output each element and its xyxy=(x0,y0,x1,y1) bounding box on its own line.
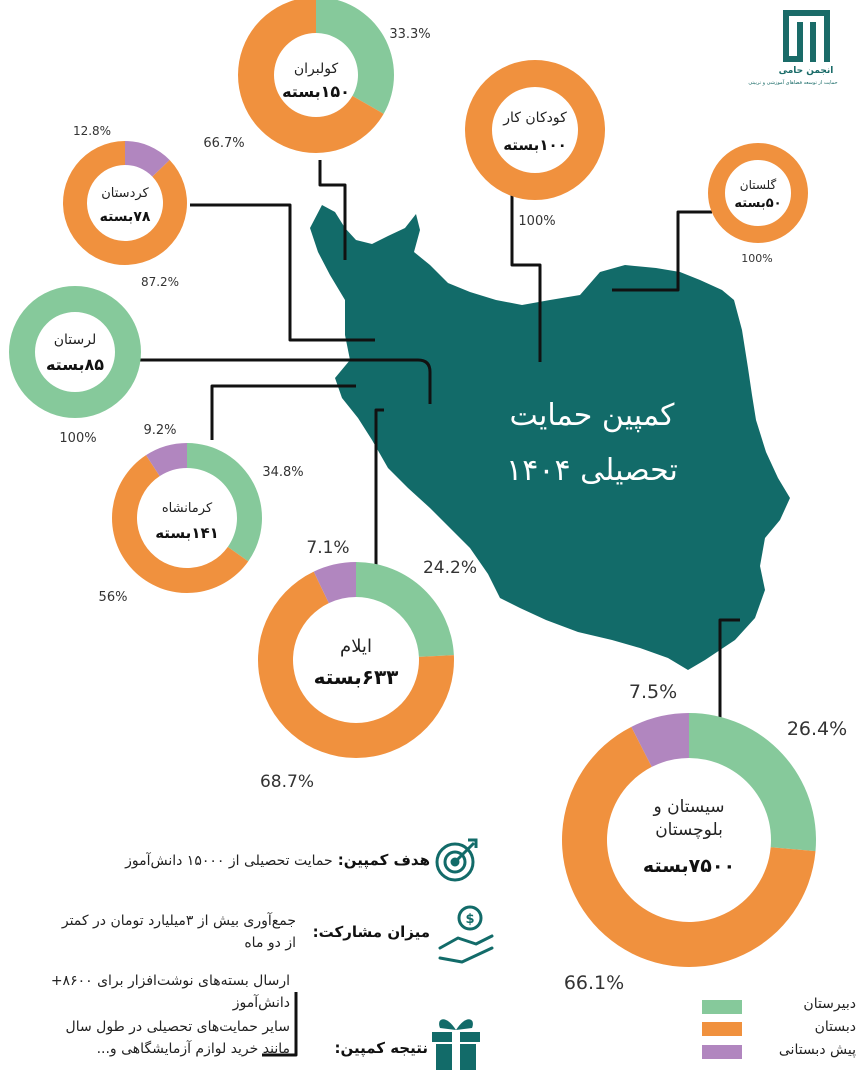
participation-label-box xyxy=(300,922,430,941)
donut-count-label: ۶۳۳بسته xyxy=(313,665,399,689)
result-item-1-line-1: ارسال بسته‌های نوشت‌افزار برای ۸۶۰۰+ xyxy=(50,973,290,989)
donut-count-label: ۷۵۰۰بسته xyxy=(642,855,736,877)
donut-name-label: سیستان و xyxy=(653,797,725,817)
donut-percent-label: 33.3% xyxy=(389,27,431,42)
donut-percent-label: 68.7% xyxy=(259,772,315,792)
donut-percent-label: 7.1% xyxy=(306,538,350,558)
donut-count-label: ۷۸بسته xyxy=(99,209,151,225)
donut-slice xyxy=(479,74,592,187)
donut-percent-label: 66.1% xyxy=(563,972,625,994)
donut-name-label: کرمانشاه xyxy=(161,501,213,516)
donut-count-label: ۱۴۱بسته xyxy=(155,524,219,542)
brand-subtitle-block xyxy=(726,80,860,86)
goal-row xyxy=(40,850,430,872)
donut-name-label: بلوچستان xyxy=(655,820,723,840)
donut-3 xyxy=(63,124,187,289)
donut-7 xyxy=(562,681,847,994)
center-title-line2: تحصیلی ۱۴۰۴ xyxy=(506,453,678,488)
target-icon xyxy=(437,840,476,880)
result-label: نتیجه کمپین: xyxy=(334,1039,428,1057)
result-item-2-line-1: سایر حمایت‌های تحصیلی در طول سال xyxy=(65,1019,290,1035)
legend-label-preschool: پیش دبستانی xyxy=(778,1042,856,1058)
legend-swatch-preschool xyxy=(702,1045,742,1059)
donut-count-label: ۱۵۰بسته xyxy=(282,82,350,101)
donut-name-label: کولبران xyxy=(293,61,339,77)
donut-percent-label: 100% xyxy=(741,252,773,265)
donut-count-label: ۱۰۰بسته xyxy=(503,136,567,154)
donut-4 xyxy=(22,299,128,446)
donut-name-label: ایلام xyxy=(340,636,372,657)
donut-count-label: ۵۰بسته xyxy=(734,196,782,211)
donut-percent-label: 34.8% xyxy=(262,465,304,480)
brand-subtitle: حمایت از توسعه فضاهای آموزشی و تربیتی xyxy=(748,80,838,86)
brand-block xyxy=(770,66,842,76)
participation-label: میزان مشارکت: xyxy=(312,923,430,941)
goal-text: حمایت تحصیلی از ۱۵۰۰۰ دانش‌آموز xyxy=(125,853,333,869)
donut-percent-label: 56% xyxy=(98,590,128,605)
donut-name-label: لرستان xyxy=(53,332,97,348)
gift-icon xyxy=(432,1019,480,1070)
donut-6 xyxy=(258,538,477,792)
result-label-box xyxy=(320,1038,428,1057)
result-item-2 xyxy=(8,1016,290,1060)
result-item-1-line-2: دانش‌آموز xyxy=(232,995,290,1011)
participation-line-2: از دو ماه xyxy=(244,935,296,951)
legend-swatch-high-school xyxy=(702,1000,742,1014)
brand-logo xyxy=(783,10,830,62)
participation-line-1: جمع‌آوری بیش از ۳میلیارد تومان در کمتر xyxy=(61,913,296,929)
donut-percent-label: 24.2% xyxy=(422,558,478,578)
legend-swatch-primary xyxy=(702,1022,742,1036)
donut-1 xyxy=(479,74,592,230)
connector-kermanshah xyxy=(212,386,356,440)
donut-slice xyxy=(22,299,128,405)
donut-percent-label: 26.4% xyxy=(786,718,848,740)
donut-0 xyxy=(203,0,430,153)
legend-label-primary: دبستان xyxy=(814,1019,856,1035)
donut-name-label: گلستان xyxy=(739,178,777,192)
donut-percent-label: 7.5% xyxy=(628,681,678,703)
donut-percent-label: 9.2% xyxy=(143,423,177,438)
donut-percent-label: 12.8% xyxy=(72,124,112,138)
goal-label: هدف کمپین: xyxy=(337,851,430,869)
donut-slice xyxy=(717,152,800,235)
donut-5 xyxy=(99,423,304,605)
center-title-line1: کمپین حمایت xyxy=(509,398,675,433)
legend-label-high-school: دبیرستان xyxy=(803,996,856,1012)
donut-name-label: کردستان xyxy=(101,186,149,201)
donut-percent-label: 66.7% xyxy=(203,136,245,151)
result-item-1 xyxy=(8,970,290,1014)
result-item-2-line-2: مانند خرید لوازم آزمایشگاهی و... xyxy=(96,1041,290,1057)
donut-percent-label: 87.2% xyxy=(140,275,180,289)
donut-percent-label: 100% xyxy=(59,431,97,446)
participation-text xyxy=(20,910,296,954)
donut-2 xyxy=(717,152,800,266)
donut-count-label: ۸۵بسته xyxy=(45,355,105,374)
dollar-sign-icon: $ xyxy=(465,912,475,927)
brand-title: انجمن حامی xyxy=(778,66,834,76)
donut-percent-label: 100% xyxy=(518,214,556,229)
donut-name-label: کودکان کار xyxy=(503,110,567,126)
